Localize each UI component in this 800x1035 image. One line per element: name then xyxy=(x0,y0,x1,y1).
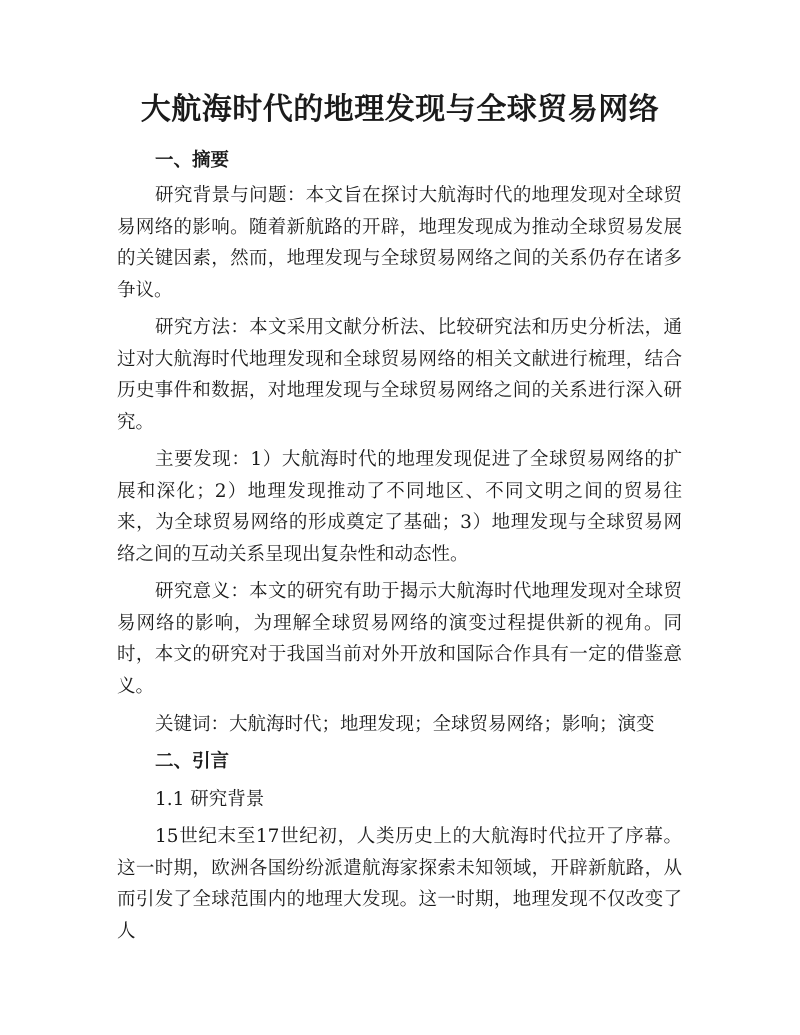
subsection-heading-background: 1.1 研究背景 xyxy=(155,789,265,810)
keywords-line: 关键词：大航海时代；地理发现；全球贸易网络；影响；演变 xyxy=(155,714,655,735)
section-heading-abstract: 一、摘要 xyxy=(155,150,230,171)
document-body xyxy=(117,142,682,953)
section-heading-intro: 二、引言 xyxy=(155,751,230,772)
document-title: 大航海时代的地理发现与全球贸易网络 xyxy=(140,92,660,127)
intro-paragraph: 15世纪末至17世纪初，人类历史上的大航海时代拉开了序幕。这一时期，欧洲各国纷纷派遣航海家探索未知领域，开辟新航路，从而引发了全球范围内的地理大发现。这一时期，地理发现不仅改变了人 xyxy=(117,826,682,942)
abstract-paragraph-significance: 研究意义：本文的研究有助于揭示大航海时代地理发现对全球贸易网络的影响，为理解全球贸易网络的演变过程提供新的视角。同时，本文的研究对于我国当前对外开放和国际合作具有一定的借鉴意义。 xyxy=(117,581,682,697)
abstract-paragraph-methods: 研究方法：本文采用文献分析法、比较研究法和历史分析法，通过对大航海时代地理发现和全球贸易网络的相关文献进行梳理，结合历史事件和数据，对地理发现与全球贸易网络之间的关系进行深入研究。 xyxy=(117,317,682,433)
abstract-paragraph-findings: 主要发现：1）大航海时代的地理发现促进了全球贸易网络的扩展和深化；2）地理发现推动了不同地区、不同文明之间的贸易往来，为全球贸易网络的形成奠定了基础；3）地理发现与全球贸易网络之间的互动关系呈现出复杂性和动态性。 xyxy=(117,449,682,565)
abstract-paragraph-background: 研究背景与问题：本文旨在探讨大航海时代的地理发现对全球贸易网络的影响。随着新航路的开辟，地理发现成为推动全球贸易发展的关键因素，然而，地理发现与全球贸易网络之间的关系仍存在诸多争议。 xyxy=(117,185,682,301)
